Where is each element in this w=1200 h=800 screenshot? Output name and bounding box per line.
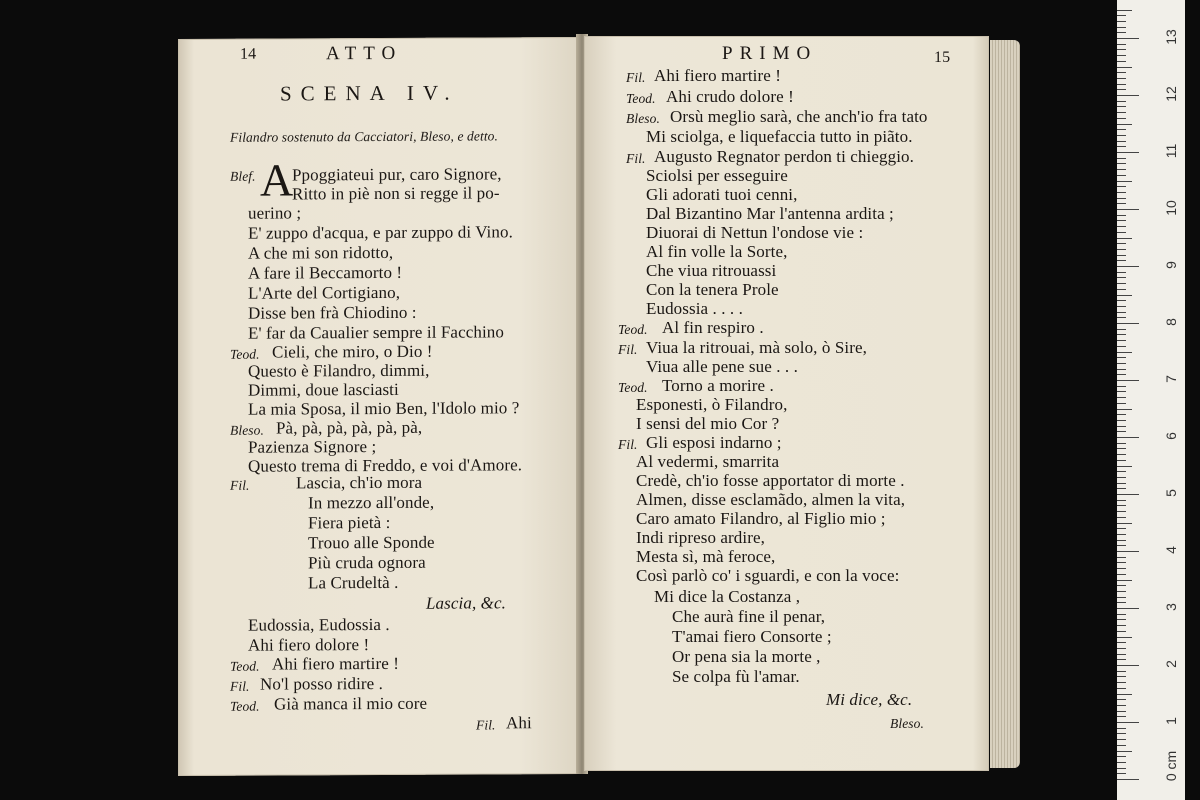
- ruler-tick: [1117, 591, 1126, 592]
- ruler-mark: 8: [1163, 318, 1179, 326]
- ruler-tick: [1117, 118, 1126, 119]
- verse-line: Questo trema di Freddo, e voi d'Amore.: [248, 455, 523, 476]
- ruler-tick: [1117, 209, 1139, 210]
- ruler-tick: [1117, 494, 1139, 495]
- ruler-tick: [1117, 574, 1126, 575]
- ruler-tick: [1117, 369, 1126, 370]
- verse-line: Ritto in piè non si regge il po-: [292, 183, 500, 204]
- ruler-tick: [1117, 733, 1126, 734]
- ruler-mark: 4: [1163, 546, 1179, 554]
- ruler-tick: [1117, 84, 1126, 85]
- ruler-tick: [1117, 716, 1126, 717]
- ruler-tick: [1117, 505, 1126, 506]
- ruler-tick: [1117, 619, 1126, 620]
- ruler-tick: [1117, 614, 1126, 615]
- speaker: Fil.: [626, 70, 646, 85]
- speaker: Teod.: [230, 346, 260, 362]
- ruler-mark: 5: [1163, 489, 1179, 497]
- ruler-tick: [1117, 699, 1126, 700]
- ruler-tick: [1117, 437, 1139, 438]
- ruler-mark: 6: [1163, 432, 1179, 440]
- verse-line: Esponesti, ò Filandro,: [636, 395, 788, 414]
- ruler-tick: [1117, 323, 1139, 324]
- ruler-tick: [1117, 625, 1126, 626]
- ruler-tick: [1117, 756, 1126, 757]
- ruler-tick: [1117, 682, 1126, 683]
- verse-line: No'l posso ridire .: [260, 673, 384, 694]
- ruler-tick: [1117, 483, 1126, 484]
- ruler-mark: 3: [1163, 603, 1179, 611]
- ruler-tick: [1117, 334, 1126, 335]
- verse-line: uerino ;: [248, 203, 302, 223]
- ruler-tick: [1117, 460, 1126, 461]
- verse-line: Fiera pietà :: [308, 512, 391, 533]
- ruler-tick: [1117, 420, 1126, 421]
- ruler-tick: [1117, 49, 1126, 50]
- verse-line: Ahi fiero dolore !: [248, 635, 370, 655]
- verse-line: Mi sciolga, e liquefaccia tutto in piãto.: [646, 127, 913, 146]
- ruler-tick: [1117, 580, 1132, 581]
- ruler-mark: 10: [1163, 200, 1179, 216]
- verse-line: T'amai fiero Consorte ;: [672, 627, 832, 646]
- ruler-tick: [1117, 220, 1126, 221]
- ruler-tick: [1117, 654, 1126, 655]
- verse-line: Disse ben frà Chiodino :: [248, 302, 417, 323]
- verse-line: E' zuppo d'acqua, e par zuppo di Vino.: [248, 222, 513, 243]
- right-page: [584, 36, 989, 771]
- ruler-tick: [1117, 186, 1126, 187]
- ruler-tick: [1117, 203, 1126, 204]
- speaker: Teod.: [230, 658, 260, 674]
- ruler-tick: [1117, 642, 1126, 643]
- ruler-mark: 2: [1163, 660, 1179, 668]
- page-edges: [990, 40, 1020, 768]
- ruler-tick: [1117, 637, 1132, 638]
- ruler-tick: [1117, 181, 1132, 182]
- verse-line: I sensi del mio Cor ?: [636, 414, 780, 433]
- ruler-tick: [1117, 163, 1126, 164]
- verse-line: Più cruda ognora: [308, 552, 426, 573]
- ruler-tick: [1117, 175, 1126, 176]
- verse-line: Così parlò co' i sguardi, e con la voce:: [636, 566, 900, 585]
- ruler-tick: [1117, 477, 1126, 478]
- ruler-tick: [1117, 659, 1126, 660]
- ruler-tick: [1117, 676, 1126, 677]
- verse-line: Pà, pà, pà, pà, pà, pà,: [276, 417, 423, 438]
- ruler-tick: [1117, 711, 1126, 712]
- catchword: Ahi: [506, 713, 532, 733]
- ruler-tick: [1117, 779, 1139, 780]
- verse-line: Dimmi, doue lasciasti: [248, 379, 399, 400]
- verse-line: Che aurà fine il penar,: [672, 607, 826, 626]
- ruler-tick: [1117, 597, 1126, 598]
- ruler-tick: [1117, 568, 1126, 569]
- ruler-tick: [1117, 243, 1126, 244]
- drop-capital: A: [260, 154, 294, 206]
- ruler-tick: [1117, 454, 1126, 455]
- verse-line: Al fin volle la Sorte,: [646, 242, 788, 261]
- ruler-tick: [1117, 135, 1126, 136]
- ruler-tick: [1117, 38, 1139, 39]
- ruler-tick: [1117, 648, 1126, 649]
- ruler-tick: [1117, 500, 1126, 501]
- ruler-tick: [1117, 340, 1126, 341]
- ruler-mark: 1: [1163, 717, 1179, 725]
- measurement-ruler: [1117, 0, 1185, 800]
- ruler-mark: 7: [1163, 375, 1179, 383]
- ruler-tick: [1117, 768, 1126, 769]
- ruler-tick: [1117, 722, 1139, 723]
- ruler-tick: [1117, 386, 1126, 387]
- speaker: Fil.: [618, 342, 638, 357]
- verse-line: Che viua ritrouassi: [646, 261, 777, 280]
- ruler-tick: [1117, 32, 1126, 33]
- ruler-tick: [1117, 409, 1132, 410]
- ruler-tick: [1117, 357, 1126, 358]
- refrain-cue: Lascia, &c.: [426, 593, 506, 613]
- ruler-tick: [1117, 226, 1126, 227]
- verse-line: Gli adorati tuoi cenni,: [646, 185, 798, 204]
- ruler-tick: [1117, 745, 1126, 746]
- verse-line: La Crudeltà .: [308, 572, 399, 593]
- stage-direction: Filandro sostenuto da Cacciatori, Bleso, e detto.: [230, 128, 498, 145]
- catchword-speaker: Fil.: [476, 717, 496, 733]
- ruler-tick: [1117, 562, 1126, 563]
- ruler-tick: [1117, 238, 1132, 239]
- ruler-tick: [1117, 443, 1126, 444]
- ruler-tick: [1117, 141, 1126, 142]
- verse-line: Già manca il mio core: [274, 693, 428, 714]
- verse-line: Trouo alle Sponde: [308, 532, 435, 553]
- ruler-tick: [1117, 295, 1132, 296]
- left-page: [178, 37, 580, 776]
- catchword: Bleso.: [890, 716, 924, 731]
- speaker: Teod.: [618, 322, 648, 337]
- ruler-tick: [1117, 72, 1126, 73]
- ruler-tick: [1117, 101, 1126, 102]
- ruler-tick: [1117, 329, 1126, 330]
- verse-line: Pazienza Signore ;: [248, 437, 377, 457]
- speaker: Fil.: [618, 437, 638, 452]
- ruler-tick: [1117, 15, 1126, 16]
- ruler-tick: [1117, 21, 1126, 22]
- speaker: Fil.: [230, 678, 250, 694]
- open-book: [172, 30, 1032, 775]
- scene-title: SCENA IV.: [280, 80, 459, 106]
- page-number: 14: [240, 45, 257, 63]
- ruler-tick: [1117, 300, 1126, 301]
- verse-line: Mi dice la Costanza ,: [654, 587, 801, 606]
- ruler-tick: [1117, 124, 1132, 125]
- verse-line: Torno a morire .: [662, 376, 774, 395]
- verse-line: Or pena sia la morte ,: [672, 647, 821, 666]
- verse-line: Diuorai di Nettun l'ondose vie :: [646, 223, 864, 242]
- ruler-tick: [1117, 557, 1126, 558]
- ruler-tick: [1117, 312, 1126, 313]
- ruler-tick: [1117, 306, 1126, 307]
- ruler-tick: [1117, 61, 1126, 62]
- ruler-tick: [1117, 488, 1126, 489]
- ruler-tick: [1117, 283, 1126, 284]
- ruler-tick: [1117, 67, 1132, 68]
- verse-line: In mezzo all'onde,: [308, 492, 435, 513]
- verse-line: Ppoggiateui pur, caro Signore,: [292, 164, 502, 185]
- ruler-tick: [1117, 728, 1126, 729]
- ruler-tick: [1117, 277, 1126, 278]
- ruler-tick: [1117, 751, 1132, 752]
- verse-line: Questo è Filandro, dimmi,: [248, 360, 430, 381]
- ruler-tick: [1117, 27, 1126, 28]
- speaker: Teod.: [618, 380, 648, 395]
- ruler-tick: [1117, 391, 1126, 392]
- verse-line: L'Arte del Cortigiano,: [248, 282, 401, 303]
- ruler-tick: [1117, 169, 1126, 170]
- ruler-mark: 12: [1163, 86, 1179, 102]
- ruler-tick: [1117, 631, 1126, 632]
- verse-line: La mia Sposa, il mio Ben, l'Idolo mio ?: [248, 398, 520, 419]
- ruler-tick: [1117, 523, 1132, 524]
- ruler-tick: [1117, 346, 1126, 347]
- ruler-tick: [1117, 255, 1126, 256]
- ruler-mark: 11: [1163, 143, 1179, 159]
- verse-line: Eudossia, Eudossia .: [248, 614, 390, 635]
- ruler-tick: [1117, 534, 1126, 535]
- ruler-tick: [1117, 448, 1126, 449]
- ruler-tick: [1117, 10, 1132, 11]
- ruler-tick: [1117, 260, 1126, 261]
- ruler-tick: [1117, 471, 1126, 472]
- verse-line: Credè, ch'io fosse apportator di morte .: [636, 471, 905, 490]
- ruler-tick: [1117, 192, 1126, 193]
- verse-line: Con la tenera Prole: [646, 280, 779, 299]
- speaker: Teod.: [626, 91, 656, 106]
- ruler-tick: [1117, 374, 1126, 375]
- verse-line: Sciolsi per esseguire: [646, 166, 788, 185]
- verse-line: Al fin respiro .: [662, 318, 764, 337]
- ruler-tick: [1117, 426, 1126, 427]
- verse-line: Mesta sì, mà feroce,: [636, 547, 776, 566]
- verse-line: A che mi son ridotto,: [248, 242, 394, 263]
- ruler-tick: [1117, 112, 1126, 113]
- verse-line: Orsù meglio sarà, che anch'io fra tato: [670, 107, 928, 126]
- verse-line: Al vedermi, smarrita: [636, 452, 780, 471]
- verse-line: Se colpa fù l'amar.: [672, 667, 800, 686]
- ruler-tick: [1117, 608, 1139, 609]
- verse-line: E' far da Caualier sempre il Facchino: [248, 322, 504, 343]
- verse-line: Ahi fiero martire !: [272, 653, 399, 674]
- ruler-tick: [1117, 665, 1139, 666]
- ruler-tick: [1117, 739, 1126, 740]
- verse-line: Almen, disse esclamãdo, almen la vita,: [636, 490, 906, 509]
- ruler-tick: [1117, 158, 1126, 159]
- ruler-tick: [1117, 152, 1139, 153]
- speaker: Blef.: [230, 168, 256, 184]
- speaker: Bleso.: [626, 111, 660, 126]
- ruler-mark: 9: [1163, 261, 1179, 269]
- ruler-tick: [1117, 466, 1132, 467]
- verse-line: Indi ripreso ardire,: [636, 528, 765, 547]
- ruler-tick: [1117, 198, 1126, 199]
- ruler-mark: 13: [1163, 29, 1179, 45]
- ruler-tick: [1117, 431, 1126, 432]
- verse-line: A fare il Beccamorto !: [248, 262, 403, 283]
- ruler-tick: [1117, 352, 1132, 353]
- ruler-tick: [1117, 289, 1126, 290]
- ruler-tick: [1117, 602, 1126, 603]
- ruler-tick: [1117, 146, 1126, 147]
- ruler-tick: [1117, 705, 1126, 706]
- ruler-tick: [1117, 397, 1126, 398]
- verse-line: Viua la ritrouai, mà solo, ò Sire,: [646, 338, 867, 357]
- ruler-tick: [1117, 44, 1126, 45]
- refrain-cue: Mi dice, &c.: [826, 690, 913, 709]
- ruler-tick: [1117, 762, 1126, 763]
- ruler-tick: [1117, 266, 1139, 267]
- ruler-tick: [1117, 95, 1139, 96]
- running-head: PRIMO: [722, 43, 818, 64]
- speaker: Fil.: [230, 477, 250, 493]
- ruler-tick: [1117, 317, 1126, 318]
- ruler-tick: [1117, 585, 1126, 586]
- ruler-tick: [1117, 380, 1139, 381]
- verse-line: Ahi fiero martire !: [654, 66, 781, 85]
- ruler-tick: [1117, 55, 1126, 56]
- ruler-tick: [1117, 249, 1126, 250]
- ruler-tick: [1117, 511, 1126, 512]
- ruler-tick: [1117, 694, 1132, 695]
- verse-line: Lascia, ch'io mora: [296, 472, 423, 493]
- verse-line: Ahi crudo dolore !: [666, 87, 794, 106]
- verse-line: Viua alle pene sue . . .: [646, 357, 798, 376]
- ruler-tick: [1117, 215, 1126, 216]
- speaker: Bleso.: [230, 422, 264, 438]
- verse-line: Eudossia . . . .: [646, 299, 743, 318]
- ruler-tick: [1117, 414, 1126, 415]
- ruler-tick: [1117, 671, 1126, 672]
- ruler-tick: [1117, 106, 1126, 107]
- verse-line: Cieli, che miro, o Dio !: [272, 341, 433, 362]
- ruler-tick: [1117, 363, 1126, 364]
- ruler-tick: [1117, 89, 1126, 90]
- verse-line: Gli esposi indarno ;: [646, 433, 782, 452]
- speaker: Fil.: [626, 151, 646, 166]
- ruler-tick: [1117, 232, 1126, 233]
- ruler-tick: [1117, 551, 1139, 552]
- ruler-tick: [1117, 403, 1126, 404]
- ruler-tick: [1117, 688, 1126, 689]
- verse-line: Dal Bizantino Mar l'antenna ardita ;: [646, 204, 894, 223]
- ruler-tick: [1117, 528, 1126, 529]
- page-number: 15: [934, 49, 951, 66]
- ruler-tick: [1117, 773, 1126, 774]
- ruler-tick: [1117, 272, 1126, 273]
- ruler-tick: [1117, 78, 1126, 79]
- verse-line: Caro amato Filandro, al Figlio mio ;: [636, 509, 886, 528]
- ruler-tick: [1117, 517, 1126, 518]
- ruler-tick: [1117, 129, 1126, 130]
- running-head: ATTO: [326, 42, 403, 65]
- verse-line: Augusto Regnator perdon ti chieggio.: [654, 147, 914, 166]
- ruler-tick: [1117, 540, 1126, 541]
- ruler-unit-label: 0 cm: [1163, 750, 1179, 782]
- speaker: Teod.: [230, 698, 260, 714]
- ruler-tick: [1117, 545, 1126, 546]
